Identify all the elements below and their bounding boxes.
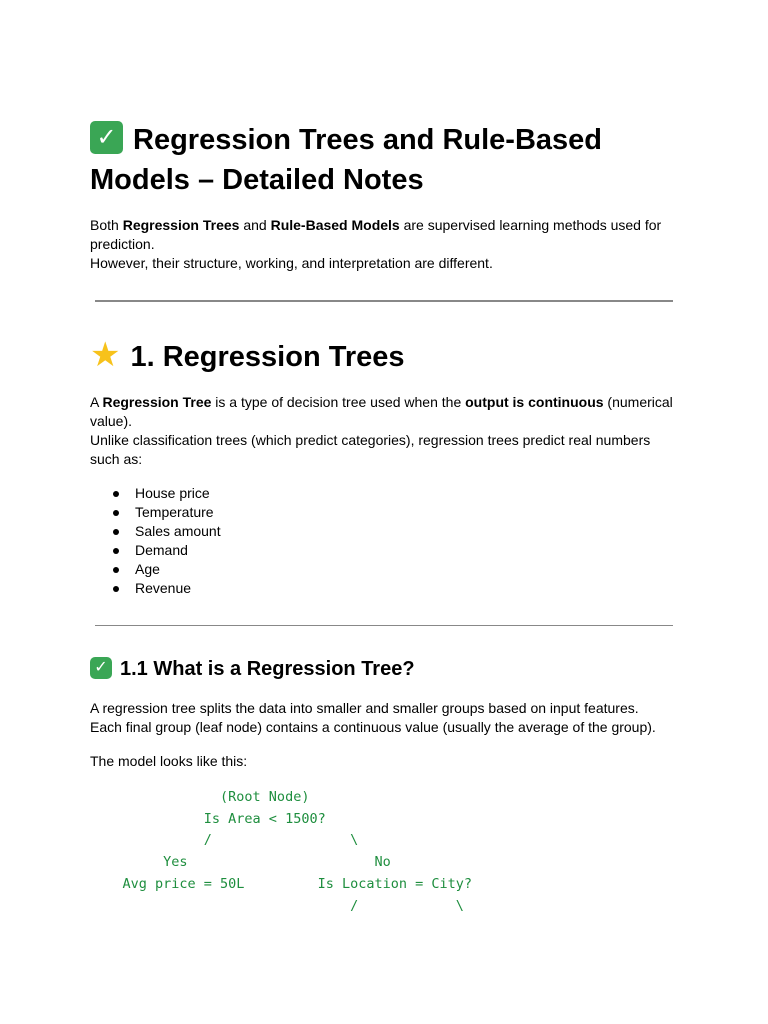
list-item-text: Age (135, 561, 160, 577)
list-item-text: Sales amount (135, 523, 221, 539)
definition-text: is a type of decision tree used when the (211, 394, 466, 410)
bullet-icon (113, 529, 119, 535)
document-title-text: Regression Trees and Rule-Based Models – Detailed Notes (90, 124, 602, 196)
list-item (113, 560, 221, 579)
bullet-icon (113, 491, 119, 497)
definition-bold-term: Regression Tree (102, 394, 212, 410)
check-mark-icon: ✓ (90, 657, 112, 679)
bullet-icon (113, 548, 119, 554)
intro-text: are supervised learning methods used for prediction. (90, 217, 662, 252)
list-item-text: Revenue (135, 580, 192, 596)
explanation-line-1: A regression tree splits the data into smaller and smaller groups based on input features. (90, 700, 639, 716)
examples-list (113, 484, 221, 598)
subsection-heading-text: 1.1 What is a Regression Tree? (120, 658, 415, 680)
intro-text: Both (90, 217, 123, 233)
intro-bold-term: Rule-Based Models (270, 217, 400, 233)
definition-text: (numerical value). (90, 394, 673, 429)
subsection-heading (90, 655, 415, 683)
bullet-icon (113, 510, 119, 516)
intro-bold-term: Regression Trees (122, 217, 240, 233)
explanation-line-2: Each final group (leaf node) contains a continuous value (usually the average of the group). (90, 719, 656, 735)
definition-text: A (90, 394, 103, 410)
tree-code-block: (Root Node) Is Area < 1500? / \ Yes No Avg price = 50L Is Location = City? / \ (122, 789, 473, 914)
list-item (113, 522, 221, 541)
list-item (113, 579, 221, 598)
bullet-icon (113, 567, 119, 573)
regression-tree-explanation (90, 699, 682, 737)
check-mark-icon: ✓ (90, 121, 123, 154)
definition-bold-term: output is continuous (465, 394, 604, 410)
list-item-text: Temperature (135, 504, 214, 520)
document-title (90, 120, 690, 200)
model-intro-text (90, 752, 682, 771)
section-divider (95, 625, 673, 626)
list-item-text: Demand (135, 542, 188, 558)
section-heading-text: 1. Regression Trees (130, 341, 405, 373)
intro-line-2: However, their structure, working, and interpretation are different. (90, 255, 493, 271)
model-intro-line: The model looks like this: (90, 753, 248, 769)
regression-tree-definition (90, 393, 682, 469)
section-divider (95, 300, 673, 302)
bullet-icon (113, 586, 119, 592)
intro-text: and (239, 217, 271, 233)
section-heading (90, 337, 405, 377)
definition-line-2: Unlike classification trees (which predict categories), regression trees predict real numbers such as: (90, 432, 651, 467)
intro-paragraph (90, 216, 682, 273)
list-item-text: House price (135, 485, 210, 501)
list-item (113, 503, 221, 522)
list-item (113, 484, 221, 503)
list-item (113, 541, 221, 560)
star-icon: ★ (90, 336, 121, 375)
